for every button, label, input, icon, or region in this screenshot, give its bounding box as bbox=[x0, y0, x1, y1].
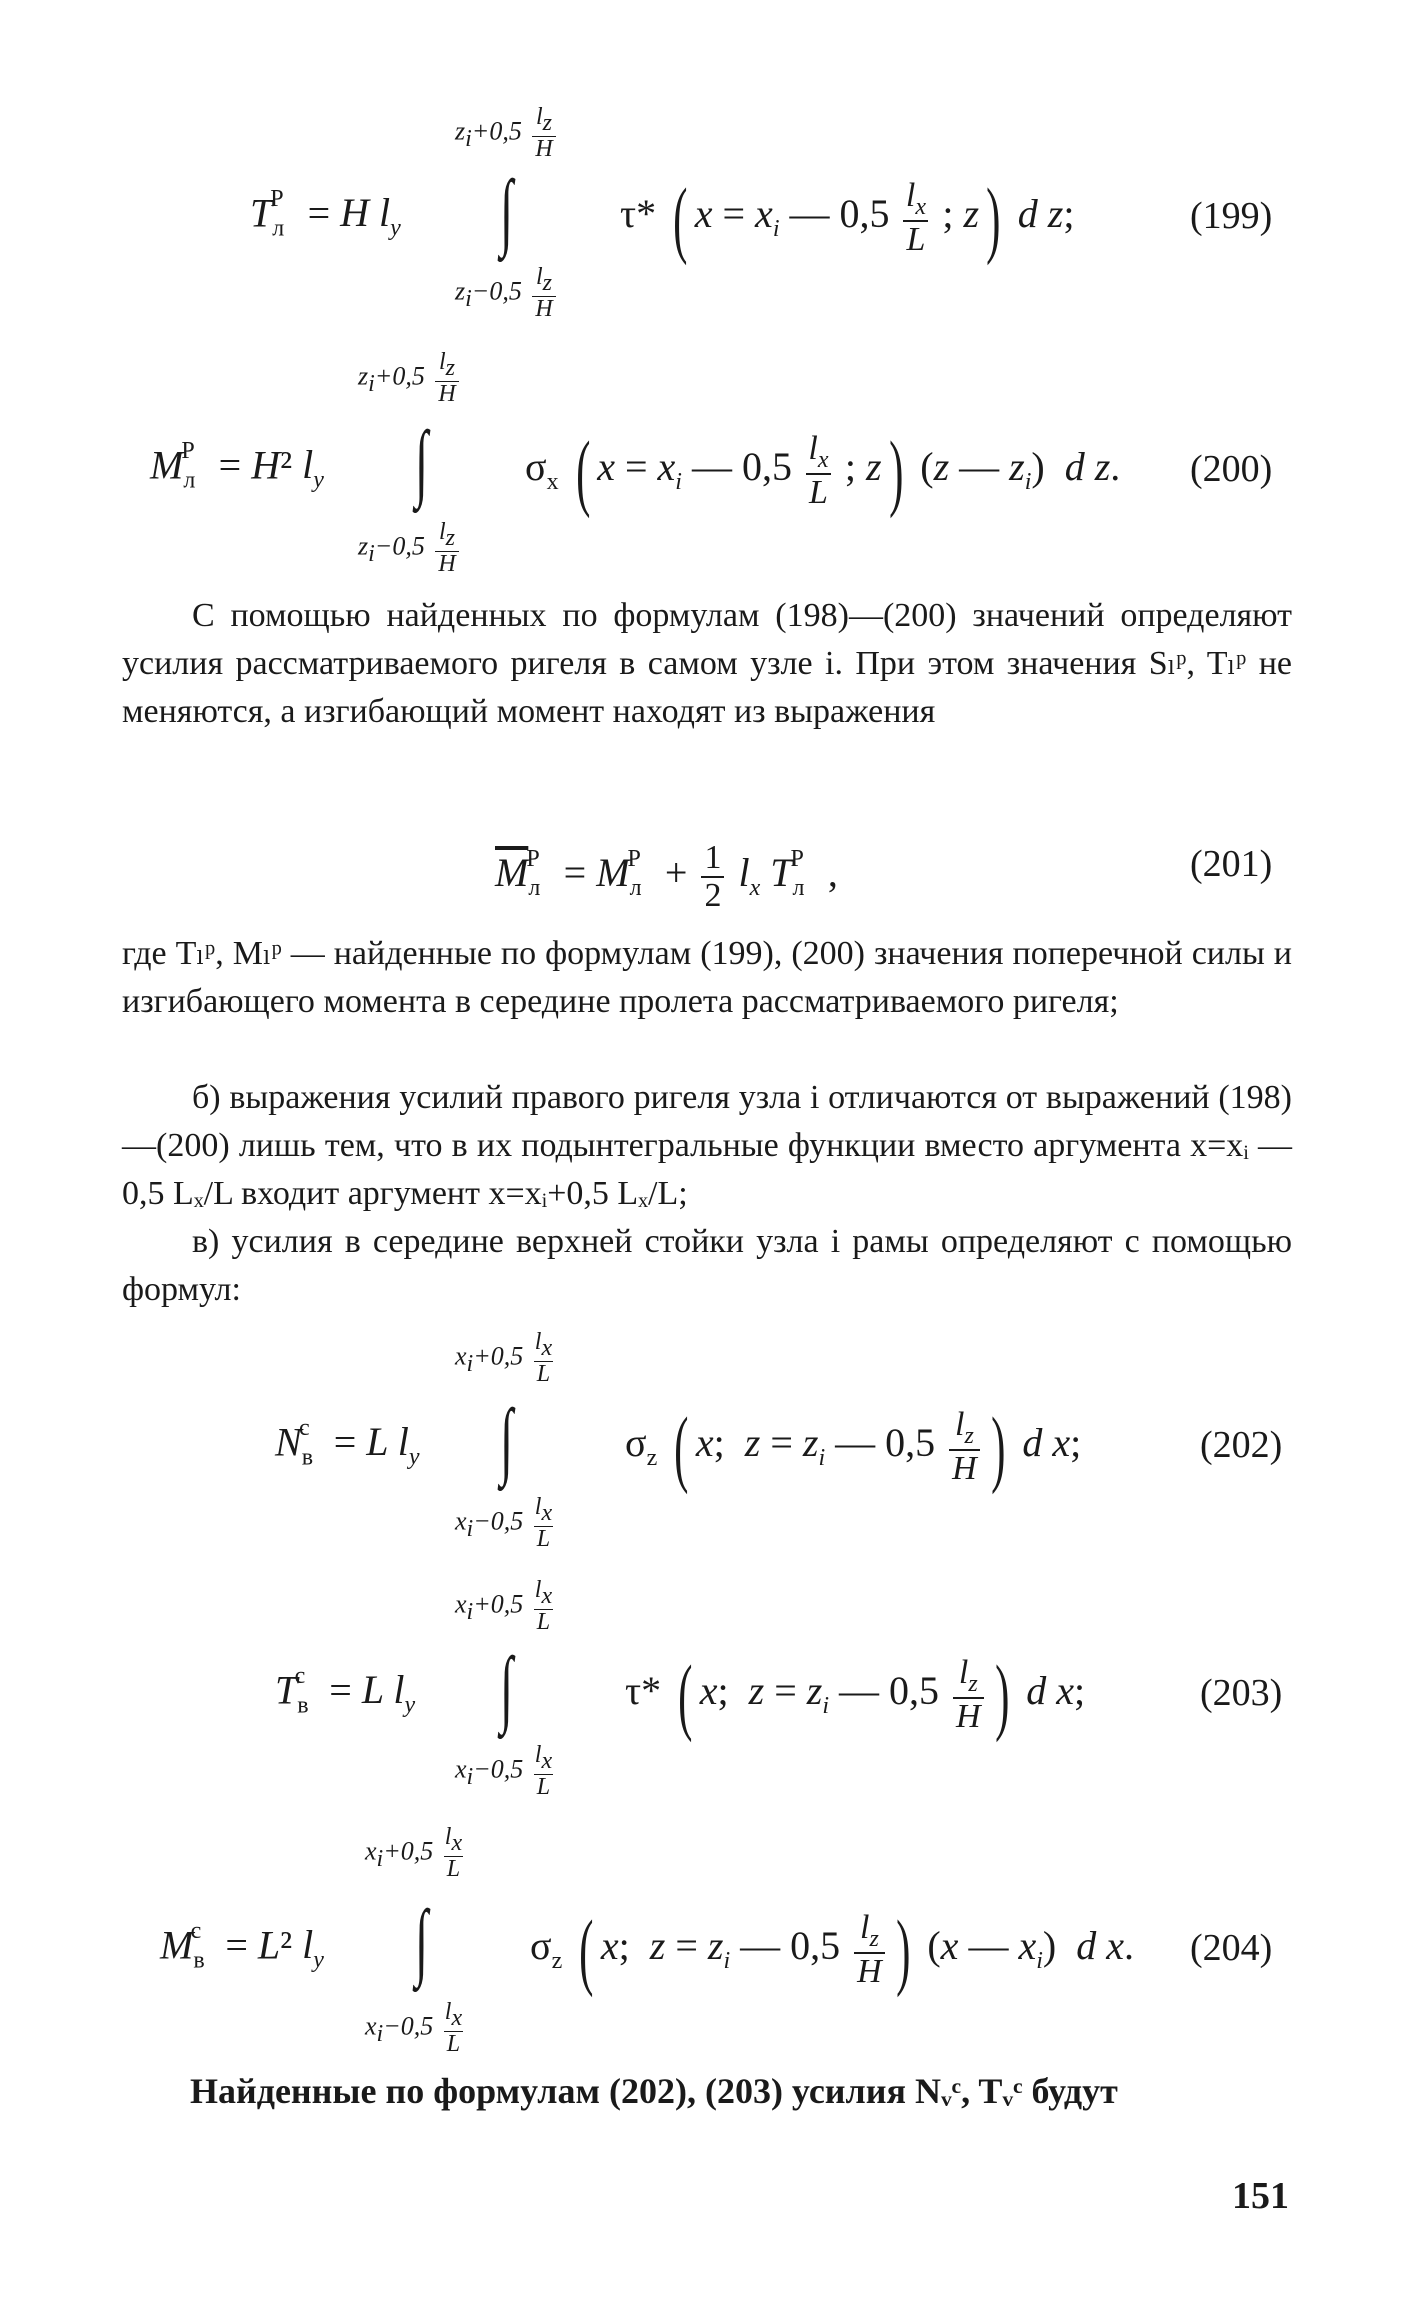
equation-201 bbox=[0, 820, 1417, 920]
eq199-integrand: τ* ( $x = x_i$ — 0,5 $\frac{l_x}{L}$ ; z) d z; bbox=[620, 170, 1075, 266]
equation-203 bbox=[0, 1577, 1417, 1800]
eq204-integrand: $\sigma_z$ ( x; $z = z_i$ — 0,5 $\frac{l_z}{H}$ ) (x — $x_i$) d x. bbox=[530, 1902, 1134, 1998]
eq202-number: (202) bbox=[1200, 1424, 1283, 1466]
paragraph-1: С помощью найденных по формулам (198)—(200) значений определяют усилия рассматриваемого ригеля в самом узле i. При этом значения Sₗᵖ, Tₗᵖ не меняются, а изгибающий момент находят из выражения bbox=[122, 597, 1292, 730]
eq203-integral-sign: ∫ bbox=[500, 1639, 513, 1735]
eq204-lower-limit: $x_i-0,5$ $\frac{l_x}{L}$ bbox=[365, 1999, 463, 2057]
eq202-lhs: $N_в^с = L$ $l_y$ bbox=[275, 1415, 420, 1471]
eq202-upper-limit: $x_i+0,5$ $\frac{l_x}{L}$ bbox=[455, 1329, 553, 1387]
eq200-upper-limit: $z_i+0,5$ $\frac{l_z}{H}$ bbox=[358, 350, 463, 407]
eq201-number: (201) bbox=[1190, 843, 1273, 885]
paragraph-3: б) выражения усилий правого ригеля узла i отличаются от выражений (198)—(200) лишь тем, что в их подынтегральные функции вместо аргумента x=xᵢ — 0,5 Lₓ/L входит аргумент x=xᵢ+0,5 Lₓ/L; bbox=[122, 1079, 1292, 1212]
eq200-lower-limit: $z_i-0,5$ $\frac{l_z}{H}$ bbox=[358, 520, 463, 577]
eq203-lower-limit: $x_i-0,5$ $\frac{l_x}{L}$ bbox=[455, 1742, 553, 1800]
eq199-lower-limit: $z_i-0,5$ $\frac{l_z}{H}$ bbox=[455, 265, 560, 322]
eq202-integrand: $\sigma_z$ ( x; $z = z_i$ — 0,5 $\frac{l_z}{H}$ ) d x; bbox=[625, 1399, 1082, 1495]
equation-202 bbox=[0, 1329, 1417, 1552]
eq200-lhs: $M_л^P = H^2$ $l_y$ bbox=[150, 438, 324, 494]
eq201-formula: $\overline{M}_л^P = M_л^P$ + $\frac{1}{2}$ $l_x$ $T_л^P$ , bbox=[495, 839, 838, 914]
eq203-integrand: τ* ( x; $z = z_i$ — 0,5 $\frac{l_z}{H}$ ) d x; bbox=[625, 1647, 1086, 1743]
eq202-lower-limit: $x_i-0,5$ $\frac{l_x}{L}$ bbox=[455, 1494, 553, 1552]
eq203-number: (203) bbox=[1200, 1672, 1283, 1714]
eq199-integral-sign: ∫ bbox=[500, 162, 513, 258]
eq202-integral-sign: ∫ bbox=[500, 1391, 513, 1487]
eq204-upper-limit: $x_i+0,5$ $\frac{l_x}{L}$ bbox=[365, 1824, 463, 1882]
eq199-number: (199) bbox=[1190, 195, 1273, 237]
eq204-integral-sign: ∫ bbox=[415, 1892, 428, 1988]
equation-200 bbox=[0, 350, 1417, 575]
eq200-integral-sign: ∫ bbox=[415, 413, 428, 509]
page-number: 151 bbox=[1232, 2175, 1289, 2217]
equation-199 bbox=[0, 104, 1417, 322]
paragraph-2: где Tₗᵖ, Mₗᵖ — найденные по формулам (199), (200) значения поперечной силы и изгибающего момента в середине пролета рассматриваемого ригеля; bbox=[122, 935, 1292, 1020]
equation-204 bbox=[0, 1824, 1417, 2057]
eq199-upper-limit: $z_i+0,5$ $\frac{l_z}{H}$ bbox=[455, 105, 560, 162]
paragraph-5: Найденные по формулам (202), (203) усилия Nᵥᶜ, Tᵥᶜ будут bbox=[190, 2071, 1118, 2111]
eq200-integrand: $\sigma_x$ ( $x = x_i$ — 0,5 $\frac{l_x}{L}$ ; z) (z — $z_i$) d z. bbox=[525, 423, 1121, 519]
eq199-lhs: $T_л^P = H$ $l_y$ bbox=[250, 186, 401, 242]
eq203-lhs: $T_в^с = L$ $l_y$ bbox=[275, 1663, 416, 1719]
eq204-lhs: $M_в^с = L^2$ $l_y$ bbox=[160, 1918, 324, 1974]
eq200-number: (200) bbox=[1190, 448, 1273, 490]
paragraph-4: в) усилия в середине верхней стойки узла i рамы определяют с помощью формул: bbox=[122, 1223, 1292, 1308]
eq204-number: (204) bbox=[1190, 1927, 1273, 1969]
eq203-upper-limit: $x_i+0,5$ $\frac{l_x}{L}$ bbox=[455, 1577, 553, 1635]
